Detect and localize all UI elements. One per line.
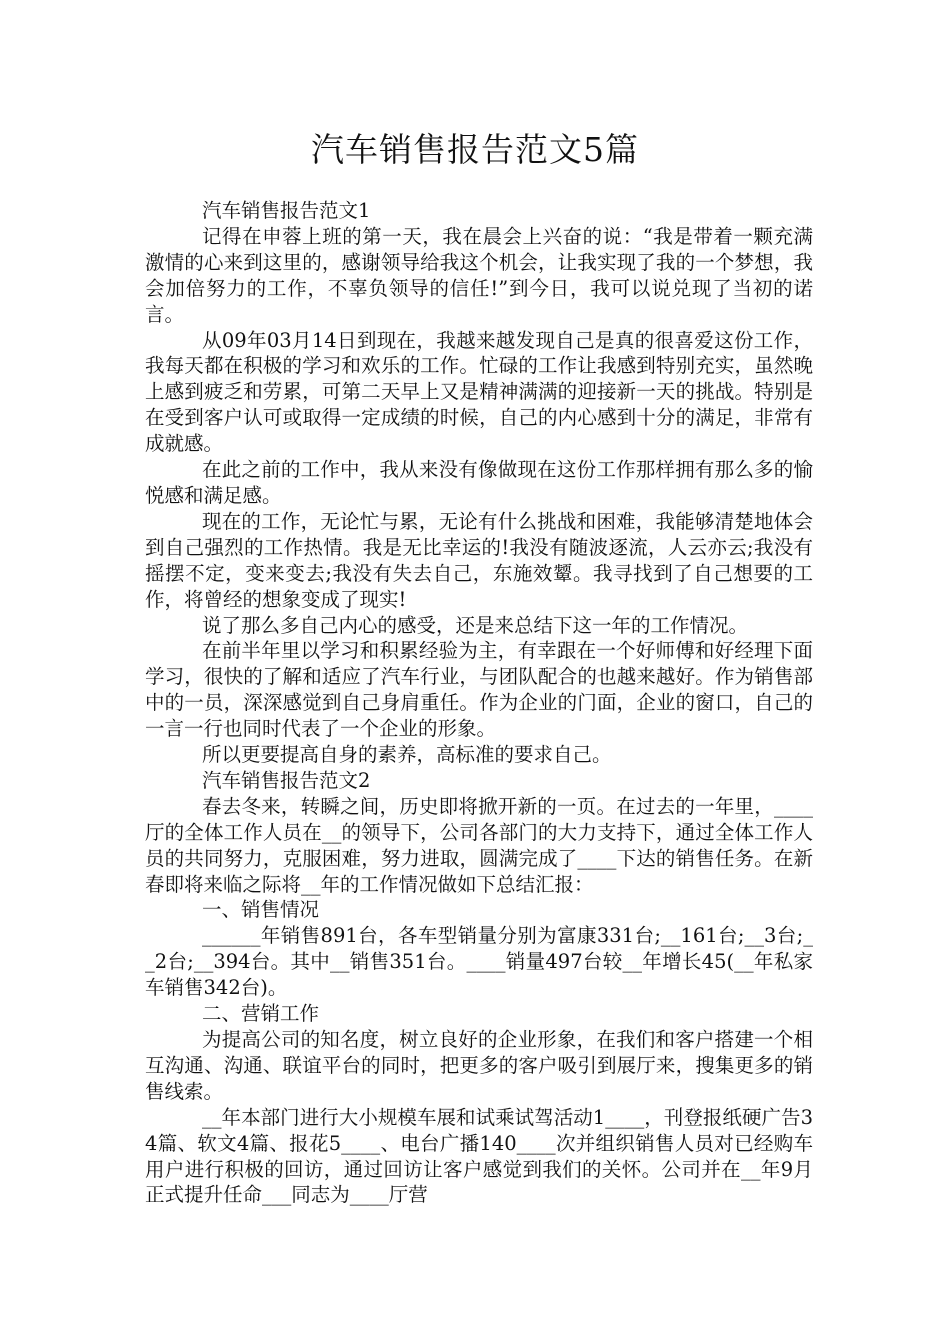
body-paragraph: ______年销售891台，各车型销量分别为富康331台;__161台;__3台;__2台;__394台。其中__销售351台。____销量497台较__年增长45(__年私家车销售342台)。 <box>145 924 813 1000</box>
body-paragraph: 在前半年里以学习和积累经验为主，有幸跟在一个好师傅和好经理下面学习，很快的了解和适应了汽车行业，与团队配合的也越来越好。作为销售部中的一员，深深感觉到自己身肩重任。作为企业的门面，企业的窗口，自己的一言一行也同时代表了一个企业的形象。 <box>145 639 813 741</box>
body-paragraph: 说了那么多自己内心的感受，还是来总结下这一年的工作情况。 <box>202 613 749 637</box>
section-heading-1: 汽车销售报告范文1 <box>202 199 371 222</box>
subheading-sales: 一、销售情况 <box>202 898 320 922</box>
subheading-marketing: 二、营销工作 <box>202 1002 320 1026</box>
document-title: 汽车销售报告范文5篇 <box>311 130 639 169</box>
body-paragraph: 春去冬来，转瞬之间，历史即将掀开新的一页。在过去的一年里，____厅的全体工作人员在__的领导下，公司各部门的大力支持下，通过全体工作人员的共同努力，克服困难，努力进取，圆满完成了____下达的销售任务。在新春即将来临之际将__年的工作情况做如下总结汇报： <box>145 794 813 896</box>
body-paragraph: 现在的工作，无论忙与累，无论有什么挑战和困难，我能够清楚地体会到自己强烈的工作热情。我是无比幸运的!我没有随波逐流，人云亦云;我没有摇摆不定，变来变去;我没有失去自己，东施效颦。我寻找到了自己想要的工作，将曾经的想象变成了现实! <box>145 509 813 611</box>
body-paragraph: __年本部门进行大小规模车展和试乘试驾活动1____，刊登报纸硬广告34篇、软文4篇、报花5____、电台广播140____次并组织销售人员对已经购车用户进行积极的回访，通过回访让客户感觉到我们的关怀。公司并在__年9月正式提升任命___同志为____厅营 <box>145 1105 813 1207</box>
body-paragraph: 在此之前的工作中，我从来没有像做现在这份工作那样拥有那么多的愉悦感和满足感。 <box>145 458 813 507</box>
body-paragraph: 记得在申蓉上班的第一天，我在晨会上兴奋的说：“我是带着一颗充满激情的心来到这里的，感谢领导给我这个机会，让我实现了我的一个梦想，我会加倍努力的工作，不辜负领导的信任!”到今日，我可以说兑现了当初的诺言。 <box>145 224 813 326</box>
section-heading-2: 汽车销售报告范文2 <box>202 768 371 792</box>
body-paragraph: 所以更要提高自身的素养，高标准的要求自己。 <box>202 743 612 767</box>
body-paragraph: 为提高公司的知名度，树立良好的企业形象，在我们和客户搭建一个相互沟通、沟通、联谊平台的同时，把更多的客户吸引到展厅来，搜集更多的销售线索。 <box>145 1028 813 1103</box>
document-body <box>145 198 813 1208</box>
body-paragraph: 从09年03月14日到现在，我越来越发现自己是真的很喜爱这份工作，我每天都在积极的学习和欢乐的工作。忙碌的工作让我感到特别充实，虽然晚上感到疲乏和劳累，可第二天早上又是精神满满的迎接新一天的挑战。特别是在受到客户认可或取得一定成绩的时候，自己的内心感到十分的满足，非常有成就感。 <box>145 328 813 456</box>
